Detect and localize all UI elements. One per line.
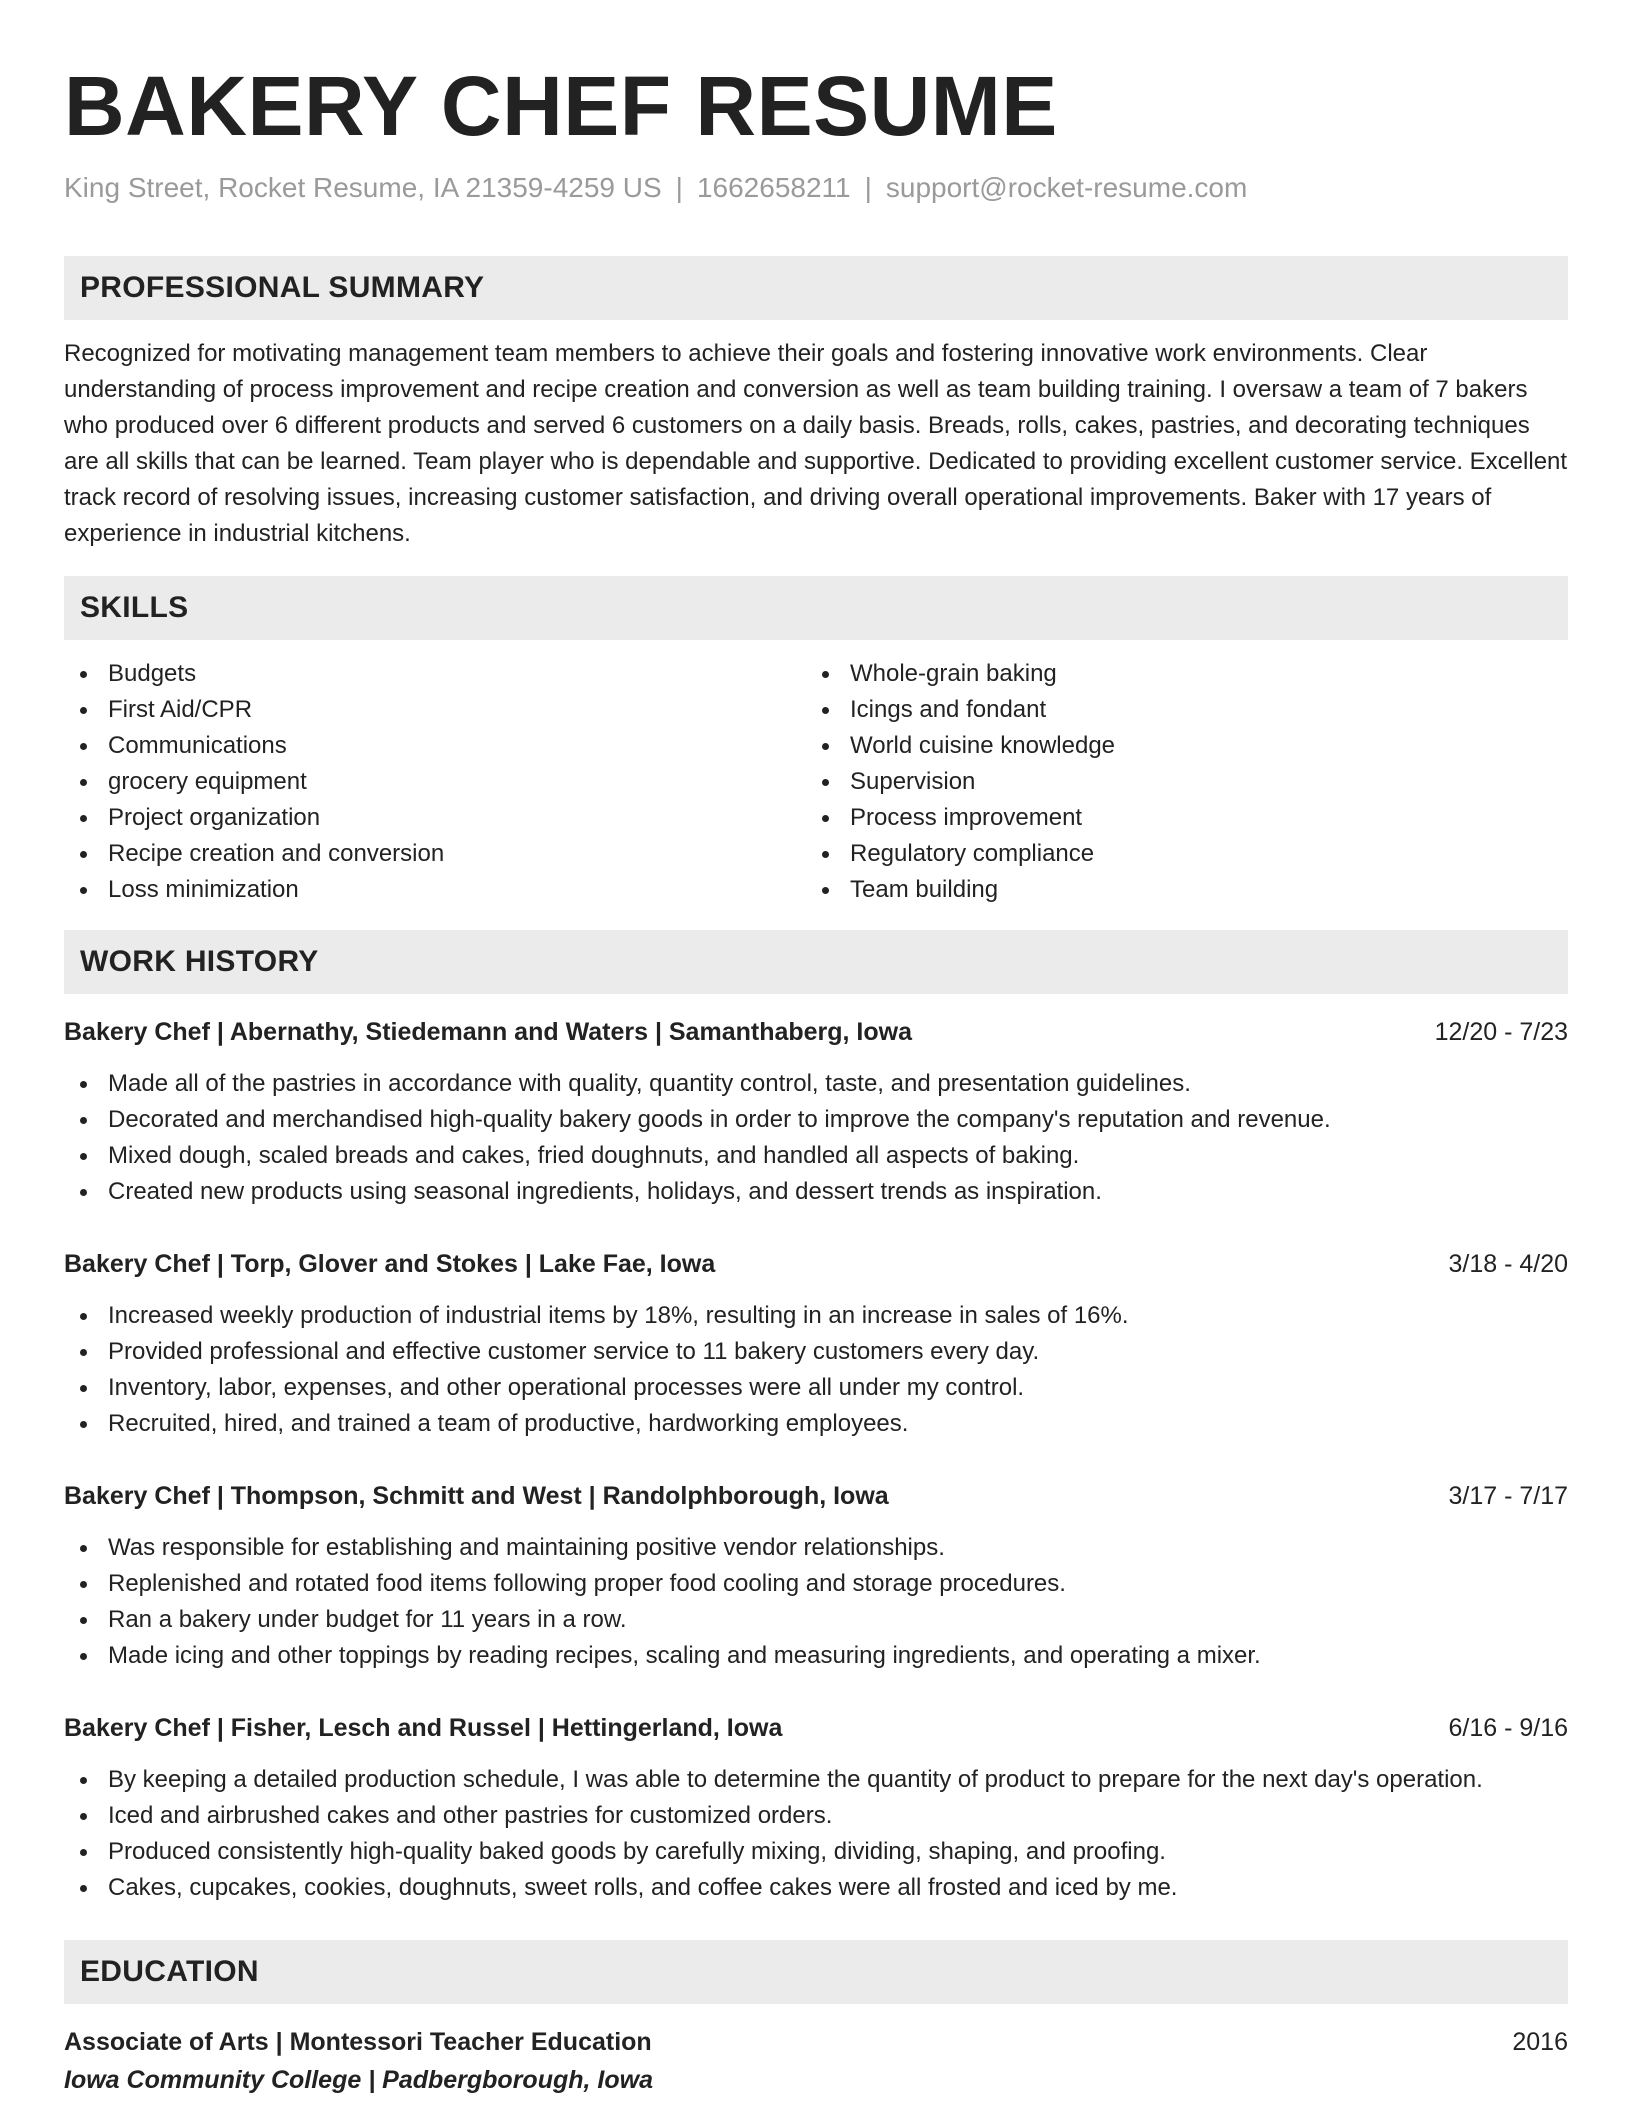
job-bullet: Ran a bakery under budget for 11 years in a row. [64, 1602, 1568, 1638]
contact-line [64, 170, 1568, 206]
contact-separator: | [675, 172, 683, 203]
education-entry [64, 2024, 1568, 2100]
job-bullets [64, 1298, 1568, 1442]
skill-item: grocery equipment [64, 764, 806, 800]
job-bullet: Recruited, hired, and trained a team of productive, hardworking employees. [64, 1406, 1568, 1442]
job-bullet: Produced consistently high-quality baked goods by carefully mixing, dividing, shaping, and proofing. [64, 1834, 1568, 1870]
job-bullet: Made all of the pastries in accordance with quality, quantity control, taste, and presentation guidelines. [64, 1066, 1568, 1102]
contact-email: support@rocket-resume.com [885, 172, 1248, 203]
job-bullet: Iced and airbrushed cakes and other pastries for customized orders. [64, 1798, 1568, 1834]
job-bullet: Decorated and merchandised high-quality bakery goods in order to improve the company's reputation and revenue. [64, 1102, 1568, 1138]
job-title: Bakery Chef | Abernathy, Stiedemann and Waters | Samanthaberg, Iowa [64, 1018, 912, 1046]
skill-item: First Aid/CPR [64, 692, 806, 728]
job-bullet: Cakes, cupcakes, cookies, doughnuts, sweet rolls, and coffee cakes were all frosted and iced by me. [64, 1870, 1568, 1906]
education-degree: Associate of Arts | Montessori Teacher Education [64, 2028, 652, 2056]
job-dates: 12/20 - 7/23 [1434, 1018, 1568, 1046]
skill-item: Process improvement [806, 800, 1548, 836]
section-header-education: EDUCATION [64, 1940, 1568, 2004]
section-header-work-history: WORK HISTORY [64, 930, 1568, 994]
job-bullet: Provided professional and effective customer service to 11 bakery customers every day. [64, 1334, 1568, 1370]
summary-text: Recognized for motivating management team members to achieve their goals and fostering innovative work environments. Clear understanding of process improvement and recipe creation and conversion as well as team building training. I oversaw a team of 7 bakers who produced over 6 different products and served 6 customers on a daily basis. Breads, rolls, cakes, pastries, and decorating techniques are all skills that can be learned. Team player who is dependable and supportive. Dedicated to providing excellent customer service. Excellent track record of resolving issues, increasing customer satisfaction, and driving overall operational improvements. Baker with 17 years of experience in industrial kitchens. [64, 340, 1568, 547]
skill-item: Supervision [806, 764, 1548, 800]
job-entry [64, 1014, 1568, 1210]
job-bullet: Inventory, labor, expenses, and other operational processes were all under my control. [64, 1370, 1568, 1406]
page-title: BAKERY CHEF RESUME [64, 59, 1058, 153]
job-entry [64, 1478, 1568, 1674]
skill-item: World cuisine knowledge [806, 728, 1548, 764]
job-header [64, 1246, 1568, 1282]
education-school: Iowa Community College | Padbergborough, Iowa [64, 2066, 653, 2094]
skill-item: Recipe creation and conversion [64, 836, 806, 872]
skill-item: Regulatory compliance [806, 836, 1548, 872]
job-bullet: Mixed dough, scaled breads and cakes, fried doughnuts, and handled all aspects of baking. [64, 1138, 1568, 1174]
skill-item: Loss minimization [64, 872, 806, 908]
job-dates: 3/17 - 7/17 [1448, 1482, 1568, 1510]
contact-phone: 1662658211 [696, 172, 851, 203]
section-header-skills: SKILLS [64, 576, 1568, 640]
job-bullet: Made icing and other toppings by reading recipes, scaling and measuring ingredients, and operating a mixer. [64, 1638, 1568, 1674]
skill-item: Team building [806, 872, 1548, 908]
job-bullet: Created new products using seasonal ingredients, holidays, and dessert trends as inspiration. [64, 1174, 1568, 1210]
job-bullets [64, 1530, 1568, 1674]
job-bullet: Increased weekly production of industrial items by 18%, resulting in an increase in sales of 16%. [64, 1298, 1568, 1334]
skill-item: Project organization [64, 800, 806, 836]
education-year: 2016 [1512, 2028, 1568, 2056]
job-bullets [64, 1762, 1568, 1906]
job-title: Bakery Chef | Thompson, Schmitt and West | Randolphborough, Iowa [64, 1482, 889, 1510]
job-bullet: By keeping a detailed production schedule, I was able to determine the quantity of product to prepare for the next day's operation. [64, 1762, 1568, 1798]
contact-separator: | [864, 172, 872, 203]
job-dates: 3/18 - 4/20 [1448, 1250, 1568, 1278]
skills-column-left [64, 656, 806, 908]
job-bullet: Was responsible for establishing and maintaining positive vendor relationships. [64, 1530, 1568, 1566]
education-header [64, 2024, 1568, 2060]
contact-address: King Street, Rocket Resume, IA 21359-4259 US [64, 172, 662, 203]
skills-list [64, 656, 1568, 908]
job-entry [64, 1710, 1568, 1906]
skill-item: Communications [64, 728, 806, 764]
job-title: Bakery Chef | Torp, Glover and Stokes | Lake Fae, Iowa [64, 1250, 716, 1278]
job-dates: 6/16 - 9/16 [1448, 1714, 1568, 1742]
job-bullets [64, 1066, 1568, 1210]
job-entry [64, 1246, 1568, 1442]
job-header [64, 1710, 1568, 1746]
job-header [64, 1478, 1568, 1514]
job-header [64, 1014, 1568, 1050]
job-title: Bakery Chef | Fisher, Lesch and Russel | Hettingerland, Iowa [64, 1714, 783, 1742]
skill-item: Icings and fondant [806, 692, 1548, 728]
skill-item: Whole-grain baking [806, 656, 1548, 692]
skill-item: Budgets [64, 656, 806, 692]
skills-column-right [806, 656, 1548, 908]
job-bullet: Replenished and rotated food items following proper food cooling and storage procedures. [64, 1566, 1568, 1602]
section-header-summary: PROFESSIONAL SUMMARY [64, 256, 1568, 320]
